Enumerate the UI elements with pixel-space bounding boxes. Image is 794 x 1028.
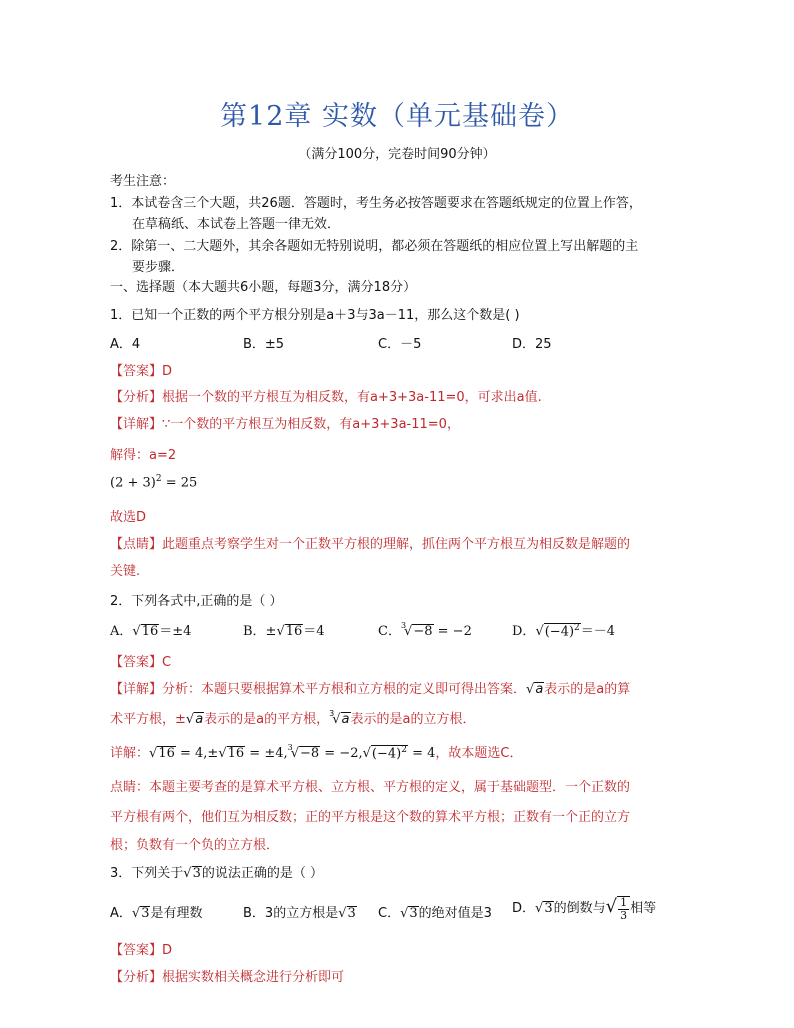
q3-option-d-den: 3 [620,908,628,922]
q3-option-c [378,902,492,921]
q2-detail2-radicand2: a [341,712,350,727]
q2-option-c-radicand: −8 [413,624,433,639]
q3-option-d-num: 1 [620,896,628,909]
q2-option-d-base: (−4) [544,624,575,639]
q2-detail-text: 分析：本题只要根据算术平方根和立方根的定义即可得出答案． [162,682,527,697]
q3-option-d-label: D． [512,901,536,917]
q2-option-b-value: ＝4 [303,624,325,639]
sqrt-icon: √ [338,906,347,921]
q2-comment-line1: 点睛：本题主要考查的是算术平方根、立方根、平方根的定义，属于基础题型．一个正数的 [110,780,631,795]
sqrt-icon: √ [605,896,618,918]
q3-option-a-radicand: 3 [141,906,150,921]
q2-work-r3: −8 [300,746,320,761]
q2-detail-line1 [110,678,630,697]
q1-comment-tag: 【点睛】 [110,537,163,552]
q2-detail-line2 [110,708,475,727]
sqrt-icon: √ [400,906,409,921]
sqrt-icon: √ [276,624,285,639]
q3-option-d-fraction [618,897,629,921]
sqrt-icon: √ [149,746,158,761]
q3-option-c-label: C． [378,906,401,921]
sqrt-icon: √ [132,624,141,639]
q3-stem-radicand: 3 [192,866,201,881]
notice-item-2-cont: 要步骤． [132,260,185,275]
q2-comment-line3: 根；负数有一个负的立方根． [110,838,280,853]
q1-detail [110,413,460,432]
q3-stem-b: 的说法正确的是（ ） [201,866,323,881]
q1-answer: 【答案】D [110,364,173,379]
q1-equation-right: = 25 [161,475,198,491]
cube-root-icon: √ [332,712,341,727]
page-subtitle: （满分100分，完卷时间90分钟） [298,147,496,162]
notice-item-1-cont: 在草稿纸、本试卷上答题一律无效． [132,217,341,232]
q3-option-d-text: 的倒数与 [553,901,606,917]
q1-analysis-tag: 【分析】 [110,390,163,405]
q3-option-c-radicand: 3 [409,906,418,921]
q2-work-r2: 16 [227,746,245,761]
sqrt-icon: √ [183,866,192,881]
q2-work-suffix: ，故本题选C． [435,746,523,761]
q3-analysis-text: 根据实数相关概念进行分析即可 [162,970,345,985]
q2-option-c-value: = −2 [433,624,472,639]
cube-root-icon: √ [404,624,413,639]
cube-root-icon: √ [290,746,299,761]
q2-work-prefix: 详解： [110,746,150,761]
sqrt-icon: √ [218,746,227,761]
q3-option-d-radicand: 3 [544,901,553,917]
q2-detail2-index: 3 [329,709,335,718]
q2-detail2-radicand: a [195,712,204,727]
sqrt-icon: √ [535,901,544,917]
q2-work-t2: = ±4, [245,746,288,761]
q2-option-a [110,620,191,639]
q3-stem [110,862,323,881]
q1-analysis-text: 根据一个数的平方根互为相反数，有a+3+3a-11=0，可求出a值. [162,390,542,405]
section-heading: 一、选择题（本大题共6小题，每题3分，满分18分） [110,280,417,295]
q2-work-r4-wrap [371,745,408,761]
q2-detail2-text: 术平方根，± [110,712,186,727]
q2-option-d [512,620,615,639]
q2-option-d-value: ＝－4 [580,624,616,639]
q3-stem-a: 3．下列关于 [110,866,184,881]
q3-option-a [110,902,203,921]
q1-choose: 故选D [110,510,147,525]
q2-detail-text-b: 表示的是a的算 [544,682,631,697]
q2-work-idx: 3 [287,743,293,752]
q3-option-c-text: 的绝对值是3 [418,906,492,921]
q2-option-c-label: C． [378,624,401,639]
q1-comment-line1: 此题重点考察学生对一个正数平方根的理解，抓住两个平方根互为相反数是解题的 [162,537,631,552]
q2-option-b-radicand: 16 [285,624,303,639]
sqrt-icon: √ [362,746,371,761]
q1-option-c: C．－5 [378,337,422,352]
sqrt-icon: √ [535,624,544,639]
q2-option-c [378,620,472,639]
q1-comment-line2: 关键. [110,564,141,579]
q1-solve: 解得：a=2 [110,448,177,463]
sqrt-icon: √ [185,712,195,727]
q1-equation-exp: 2 [155,474,162,484]
q1-equation-left: (2 + 3) [110,475,156,491]
q1-detail-text: ∵一个数的平方根互为相反数，有a+3+3a-11=0， [162,417,460,432]
q2-work-t1: = 4,± [175,746,219,761]
q2-option-b [243,620,325,639]
q2-detail-tag: 【详解】 [110,682,163,697]
q1-option-b: B．±5 [243,337,285,352]
q3-option-d [512,896,656,921]
q2-answer: 【答案】C [110,655,172,670]
q1-detail-tag: 【详解】 [110,417,163,432]
q1-equation [110,474,197,490]
q2-work-r4: (−4) [371,746,402,761]
q2-option-d-exp: 2 [574,622,580,633]
q1-comment [110,533,630,552]
q2-detail2-text-b: 表示的是a的平方根， [204,712,330,727]
q3-option-b-text: B．3的立方根是 [243,906,339,921]
q1-option-d: D．25 [512,337,552,352]
sqrt-icon: √ [526,682,535,697]
q2-option-c-index: 3 [400,621,407,630]
q2-detail-radicand: a [535,682,544,697]
q2-option-a-radicand: 16 [141,624,159,639]
q3-option-a-text: 是有理数 [150,906,203,921]
q2-work-r1: 16 [158,746,175,761]
q2-stem: 2．下列各式中,正确的是（ ） [110,594,283,609]
notice-item-1: 1．本试卷含三个大题，共26题．答题时，考生务必按答题要求在答题纸规定的位置上作答， [110,196,642,211]
q2-comment-line2: 平方根有两个，他们互为相反数；正的平方根是这个数的算术平方根；正数有一个正的立方 [110,810,631,825]
q2-work-t3: = −2, [320,746,363,761]
q2-option-a-value: ＝±4 [159,624,192,639]
q2-work-r4-exp: 2 [401,744,407,755]
q3-answer: 【答案】D [110,943,173,958]
q2-option-d-radicand [544,623,581,639]
q2-option-d-label: D． [512,624,536,639]
q2-work [110,742,522,761]
q3-analysis-tag: 【分析】 [110,970,163,985]
q2-option-a-label: A． [110,624,133,639]
q2-work-t4: = 4 [407,746,436,761]
q1-stem: 1．已知一个正数的两个平方根分别是a＋3与3a－11，那么这个数是( ) [110,308,520,323]
notice-heading: 考生注意： [110,174,176,189]
q3-option-d-frac-wrap [617,896,630,921]
q2-option-b-label: B．± [243,624,277,639]
q3-option-b-radicand: 3 [347,906,356,921]
q1-option-a: A．4 [110,337,141,352]
q1-analysis [110,386,542,405]
page-title: 第12章 实数（单元基础卷） [220,101,574,132]
q3-option-b [243,902,357,921]
sqrt-icon: √ [131,906,141,921]
notice-item-2: 2．除第一、二大题外，其余各题如无特别说明，都必须在答题纸的相应位置上写出解题的主 [110,239,639,254]
q3-analysis [110,966,344,985]
q2-detail2-text-c: 表示的是a的立方根． [350,712,476,727]
q3-option-d-suffix: 相等 [630,901,657,917]
q3-option-a-label: A． [110,906,132,921]
